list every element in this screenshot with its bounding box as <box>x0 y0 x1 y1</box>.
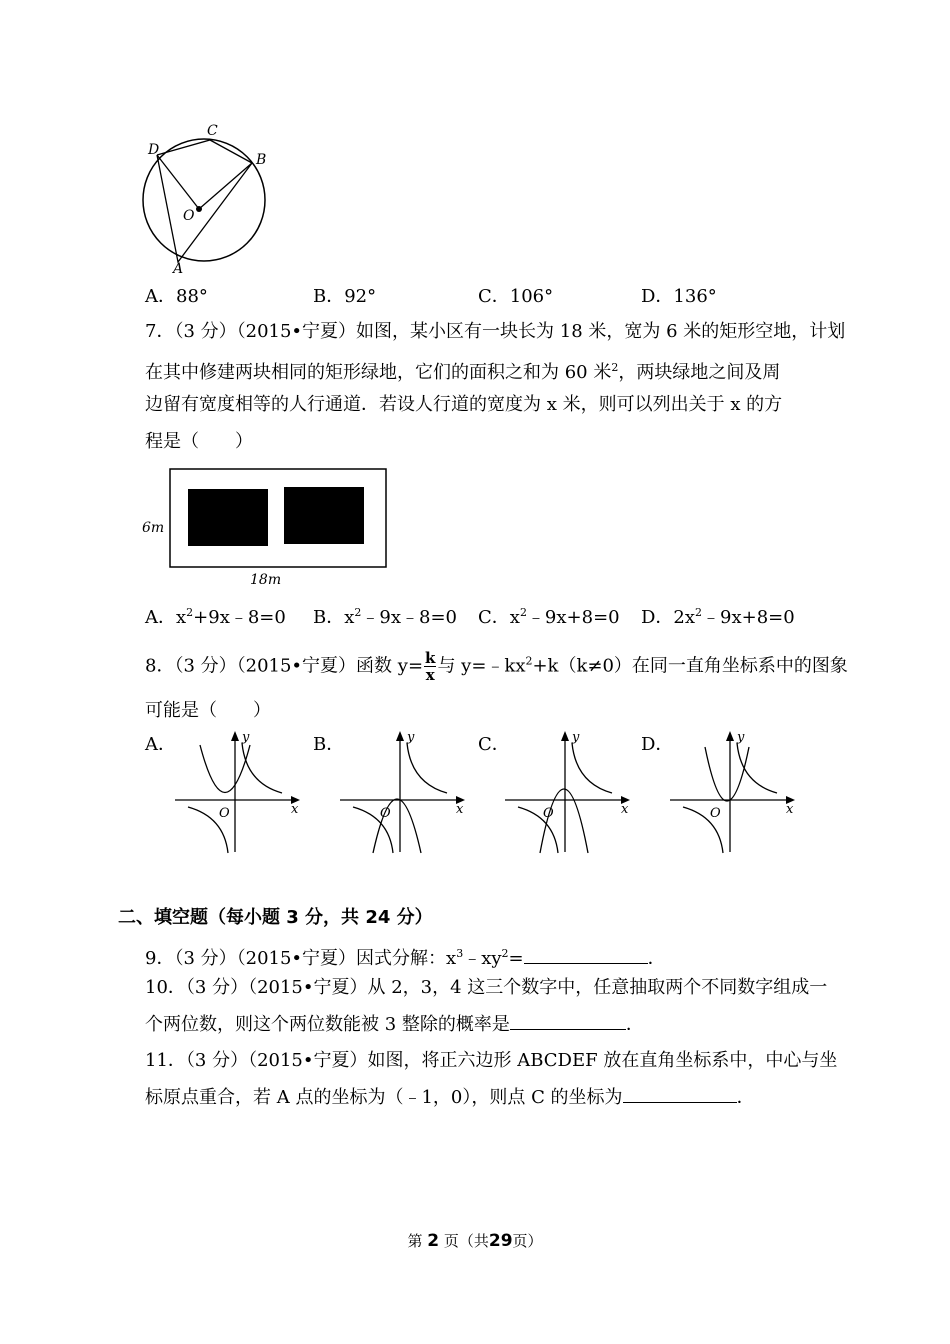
q6-option-a: A．88° <box>145 286 208 307</box>
q10-line-1: 10．（3 分）（2015•宁夏）从 2，3，4 这三个数字中，任意抽取两个不同数字组成一 <box>145 977 828 998</box>
q8-line-1: 8．（3 分）（2015•宁夏）函数 y= $\frac{k}{x}$ 与 $y=﹣kx^2+k(k\ne 0)$在同一直角坐标系中的图象 <box>145 649 848 684</box>
q7-option-a: A．$x^2+9x﹣8=0$ <box>145 606 286 628</box>
svg-text:y: y <box>407 730 415 745</box>
svg-text:O: O <box>543 806 554 821</box>
svg-text:y: y <box>572 730 580 745</box>
q11-line-1: 11．（3 分）（2015•宁夏）如图，将正六边形 ABCDEF 放在直角坐标系中，中心与坐 <box>145 1050 838 1071</box>
svg-text:O: O <box>710 806 721 821</box>
q7-line-3: 边留有宽度相等的人行通道．若设人行道的宽度为 x 米，则可以列出关于 x 的方 <box>145 394 783 415</box>
q7-line-2: 在其中修建两块相同的矩形绿地，它们的面积之和为 60 米$^2$，两块绿地之间及周 <box>145 361 781 383</box>
graph-option-b <box>335 725 475 855</box>
q8-option-d-label: D． <box>641 734 674 755</box>
svg-text:x: x <box>456 802 464 817</box>
page-footer: 第 2 页（共29页） <box>407 1231 543 1251</box>
label-b: B <box>256 152 267 168</box>
q11-line-2: 标原点重合，若 A 点的坐标为（﹣1，0），则点 C 的坐标为 ． <box>145 1087 755 1108</box>
q7-option-d: D．$2x^2﹣9x+8=0$ <box>641 606 795 628</box>
q7-option-c: C．$x^2﹣9x+8=0$ <box>478 606 620 628</box>
fraction-k-over-x: $\frac{k}{x}$ <box>425 649 436 684</box>
q10-line-2: 个两位数，则这个两位数能被 3 整除的概率是 ． <box>145 1014 644 1035</box>
answer-blank <box>524 963 648 964</box>
answer-blank <box>623 1102 737 1103</box>
graph-option-d <box>665 725 805 855</box>
green-plot-left <box>188 489 268 546</box>
circle-figure <box>130 118 280 278</box>
svg-text:x: x <box>621 802 629 817</box>
svg-text:O: O <box>219 806 230 821</box>
q8-option-a-label: A． <box>145 734 176 755</box>
q8-line-2: 可能是（ ） <box>145 700 271 721</box>
q8-option-c-label: C． <box>478 734 510 755</box>
q7-option-b: B．$x^2﹣9x﹣8=0$ <box>313 606 457 628</box>
q9-line: 9．（3 分）（2015•宁夏）因式分解：$x^3﹣xy^2=$ ． <box>145 947 666 969</box>
graph-option-a <box>170 725 310 855</box>
svg-text:O: O <box>380 806 391 821</box>
svg-text:x: x <box>291 802 299 817</box>
svg-text:x: x <box>786 802 794 817</box>
height-label: 6m <box>142 520 165 536</box>
rectangle-field-figure <box>138 466 393 591</box>
q6-option-b: B．92° <box>313 286 377 307</box>
svg-text:y: y <box>242 730 250 745</box>
q6-option-d: D．136° <box>641 286 717 307</box>
green-plot-right <box>284 487 364 544</box>
section-title: 二、填空题（每小题 3 分，共 24 分） <box>118 907 433 928</box>
width-label: 18m <box>250 572 282 588</box>
label-c: C <box>207 123 218 139</box>
label-a: A <box>173 261 184 277</box>
svg-text:y: y <box>737 730 745 745</box>
q6-option-c: C．106° <box>478 286 554 307</box>
label-o: O <box>183 208 195 224</box>
graph-option-c <box>500 725 640 855</box>
label-d: D <box>148 142 160 158</box>
q7-line-4: 程是（ ） <box>145 431 253 452</box>
answer-blank <box>510 1029 626 1030</box>
q8-option-b-label: B． <box>313 734 345 755</box>
q7-line-1: 7．（3 分）（2015•宁夏）如图，某小区有一块长为 18 米，宽为 6 米的矩形空地，计划 <box>145 321 846 342</box>
